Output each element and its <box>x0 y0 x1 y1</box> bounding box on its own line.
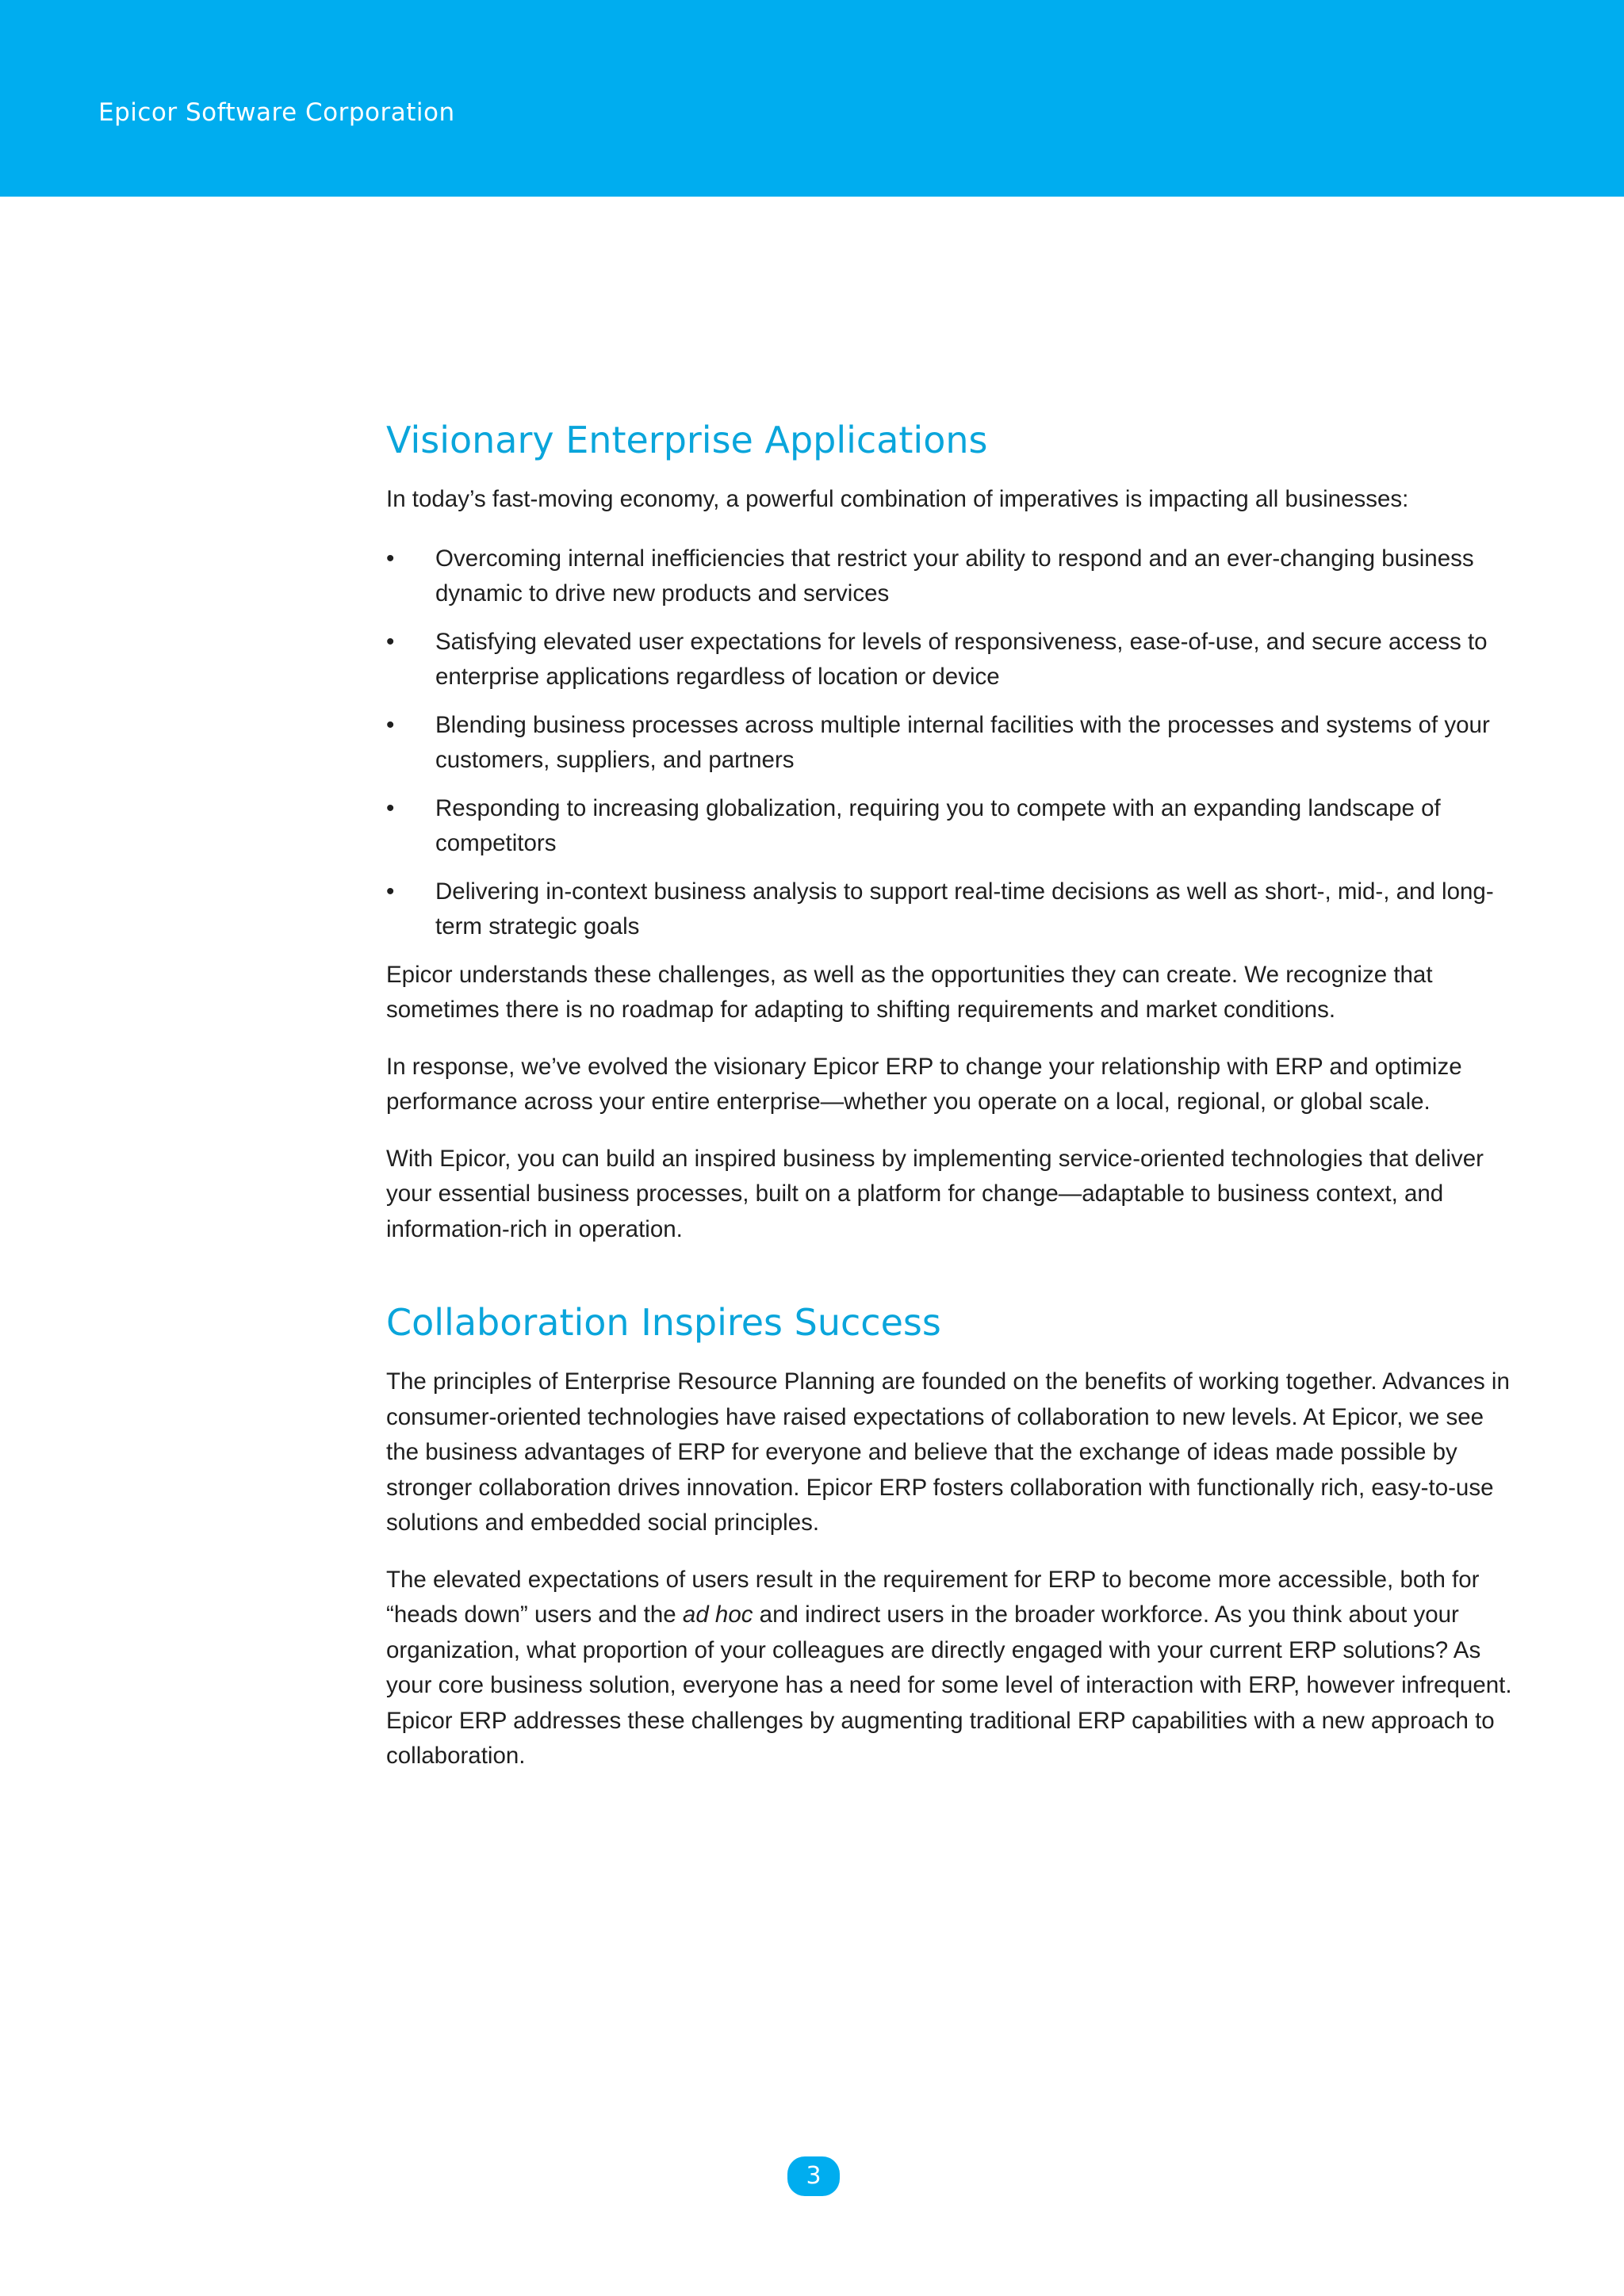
list-item <box>386 625 1512 695</box>
list-item <box>386 541 1512 612</box>
list-item-text: Blending business processes across multiple internal facilities with the processes and systems of your customers, suppliers, and partners <box>435 711 1490 773</box>
company-name: Epicor Software Corporation <box>98 98 455 127</box>
list-item-text: Overcoming internal inefficiencies that restrict your ability to respond and an ever-changing business dynamic to drive new products and services <box>435 545 1474 607</box>
list-item-text: Responding to increasing globalization, requiring you to compete with an expanding landscape of competitors <box>435 794 1441 856</box>
list-item <box>386 791 1512 862</box>
header-band <box>0 0 1624 197</box>
imperatives-list <box>386 541 1512 945</box>
emphasis-text: ad hoc <box>682 1601 753 1628</box>
section-intro: In today’s fast-moving economy, a powerful combination of imperatives is impacting all businesses: <box>386 486 1409 512</box>
bullet-icon: • <box>386 794 395 821</box>
bullet-icon: • <box>386 545 395 572</box>
section-heading-collaboration: Collaboration Inspires Success <box>386 1301 941 1344</box>
bullet-icon: • <box>386 878 395 905</box>
bullet-icon: • <box>386 628 395 655</box>
paragraph: With Epicor, you can build an inspired business by implementing service-oriented technologies that deliver your essential business processes, built on a platform for change—adaptable to business context, and information-rich in operation. <box>386 1145 1484 1242</box>
list-item <box>386 874 1512 945</box>
paragraph: In response, we’ve evolved the visionary Epicor ERP to change your relationship with ERP and optimize performance across your entire enterprise—whether you operate on a local, regional, or global scale. <box>386 1053 1462 1115</box>
page-number-badge: 3 <box>787 2156 840 2196</box>
paragraph-text: and indirect users in the broader workforce. As you think about your organization, what proportion of your colleagues are directly engaged with your current ERP solutions? As your core business solution, everyone has a need for some level of interaction with ERP, however infrequent. Epicor ERP addresses these challenges by augmenting traditional ERP capabilities with a new approach to collaboration. <box>386 1601 1512 1769</box>
list-item-text: Delivering in-context business analysis to support real-time decisions as well as short-, mid-, and long-term strategic goals <box>435 878 1494 939</box>
section-heading-visionary: Visionary Enterprise Applications <box>386 419 988 461</box>
bullet-icon: • <box>386 711 395 738</box>
list-item-text: Satisfying elevated user expectations for levels of responsiveness, ease-of-use, and secure access to enterprise applications regardless of location or device <box>435 628 1488 690</box>
paragraph-text: The elevated expectations of users result in the requirement for ERP to become more accessible, both for “heads down” users and the <box>386 1566 1480 1628</box>
paragraph: The principles of Enterprise Resource Planning are founded on the benefits of working together. Advances in consumer-oriented technologies have raised expectations of collaboration to new levels. At Epicor, we see the business advantages of ERP for everyone and believe that the exchange of ideas made possible by stronger collaboration drives innovation. Epicor ERP fosters collaboration with functionally rich, easy-to-use solutions and embedded social principles. <box>386 1368 1510 1536</box>
paragraph-with-emphasis <box>386 1563 1512 1774</box>
list-item <box>386 708 1512 779</box>
main-content <box>386 412 1512 1796</box>
paragraph: Epicor understands these challenges, as well as the opportunities they can create. We recognize that sometimes there is no roadmap for adapting to shifting requirements and market conditions. <box>386 961 1433 1023</box>
